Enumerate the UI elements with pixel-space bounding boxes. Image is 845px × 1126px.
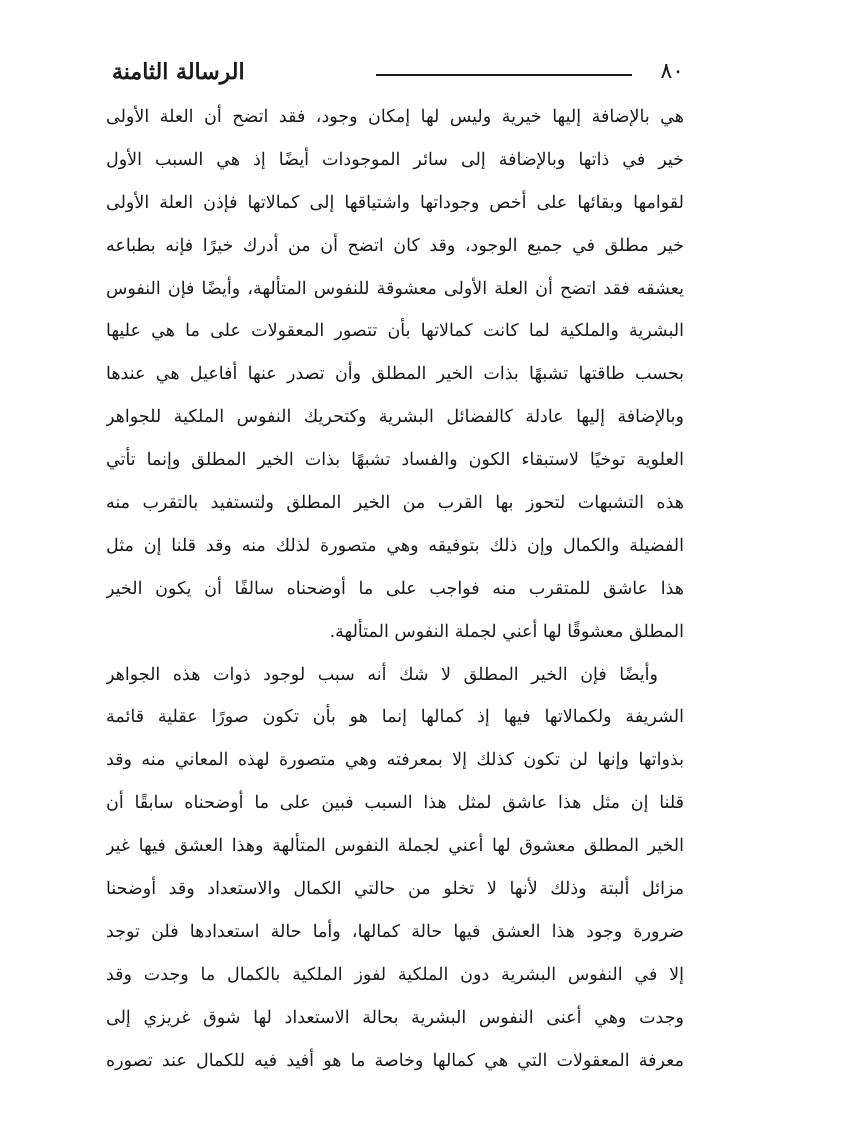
header-rule [376, 74, 632, 76]
text-line: بذواتها وإنها لن تكون كذلك إلا بمعرفته وهي متصورة لهذه المعاني منه وقد [106, 750, 684, 771]
text-line: خير مطلق في جميع الوجود، وقد كان اتضح أن من أدرك خيرًا فإنه بطباعه [106, 235, 684, 256]
text-line: لقوامها وبقائها على أخص وجوداتها واشتياقها إلى كمالاتها فإذن العلة الأولى [106, 192, 684, 213]
text-line: وأيضًا فإن الخير المطلق لا شك أنه سبب لوجود ذوات هذه الجواهر [106, 664, 658, 685]
text-line: المطلق معشوقًا لها أعني لجملة النفوس المتألهة. [329, 621, 684, 642]
text-line: هذه التشبهات لتحوز بها القرب من الخير المطلق ولتستفيد بالتقرب منه [106, 493, 684, 514]
text-line: إلا في النفوس البشرية دون الملكية لفوز الملكية بالكمال ما وجدت وقد [106, 964, 684, 985]
text-line: معرفة المعقولات التي هي كمالها وخاصة ما هو أفيد فيه للكمال عند تصوره [106, 1050, 684, 1071]
text-line: الفضيلة والكمال وإن ذلك بتوفيقه وهي متصورة لذلك منه وقد قلنا إن مثل [106, 535, 684, 556]
text-line: خير في ذاتها وبالإضافة إلى سائر الموجودات أيضًا إذ هي السبب الأول [106, 149, 684, 170]
text-line: قلنا إن مثل هذا عاشق لمثل هذا السبب فبين على ما أوضحناه سابقًا أن [106, 793, 684, 814]
text-line: البشرية والملكية لما كانت كمالاتها بأن تتصور المعقولات على ما هي عليها [106, 321, 684, 342]
text-line: العلوية توخيًا لاستبقاء الكون والفساد تشبهًا بذات الخير المطلق وإنما تأتي [106, 450, 684, 471]
text-line: ضرورة وجود هذا العشق فيها حالة كمالها، وأما حالة استعدادها فلن توجد [106, 921, 684, 942]
text-line: الخير المطلق معشوق لها أعني لجملة النفوس المتألهة وهذا العشق فيها غير [106, 836, 684, 857]
text-line: هي بالإضافة إليها خيرية وليس لها إمكان وجود، فقد اتضح أن العلة الأولى [106, 107, 684, 127]
text-line: هذا عاشق للمتقرب منه فواجب على ما أوضحناه سالفًا أن يكون الخير [106, 578, 684, 599]
text-line: يعشقه فقد اتضح أن العلة الأولى معشوقة للنفوس المتألهة، وأيضًا فإن النفوس [106, 278, 684, 299]
running-title: الرسالة الثامنة [112, 59, 245, 85]
body-text [106, 96, 684, 1082]
text-line: وجدت وهي أعنى النفوس البشرية بحالة الاستعداد لها شوق غريزي إلى [106, 1007, 684, 1028]
running-header [112, 52, 684, 92]
text-line: بحسب طاقتها تشبهًا بذات الخير المطلق وأن تصدر عنها أفاعيل هي عندها [106, 364, 684, 385]
text-line: مزائل ألبتة وذلك لأنها لا تخلو من حالتي الكمال والاستعداد وقد أوضحنا [106, 879, 684, 900]
paragraph [106, 96, 684, 654]
text-line: وبالإضافة إليها عادلة كالفضائل البشرية وكتحريك النفوس الملكية للجواهر [106, 407, 684, 428]
page-number: ٨٠ [660, 59, 684, 84]
paragraph [106, 654, 684, 1083]
text-line: الشريفة ولكمالاتها فيها إذ كمالها إنما هو بأن تكون صورًا عقلية قائمة [106, 707, 684, 728]
